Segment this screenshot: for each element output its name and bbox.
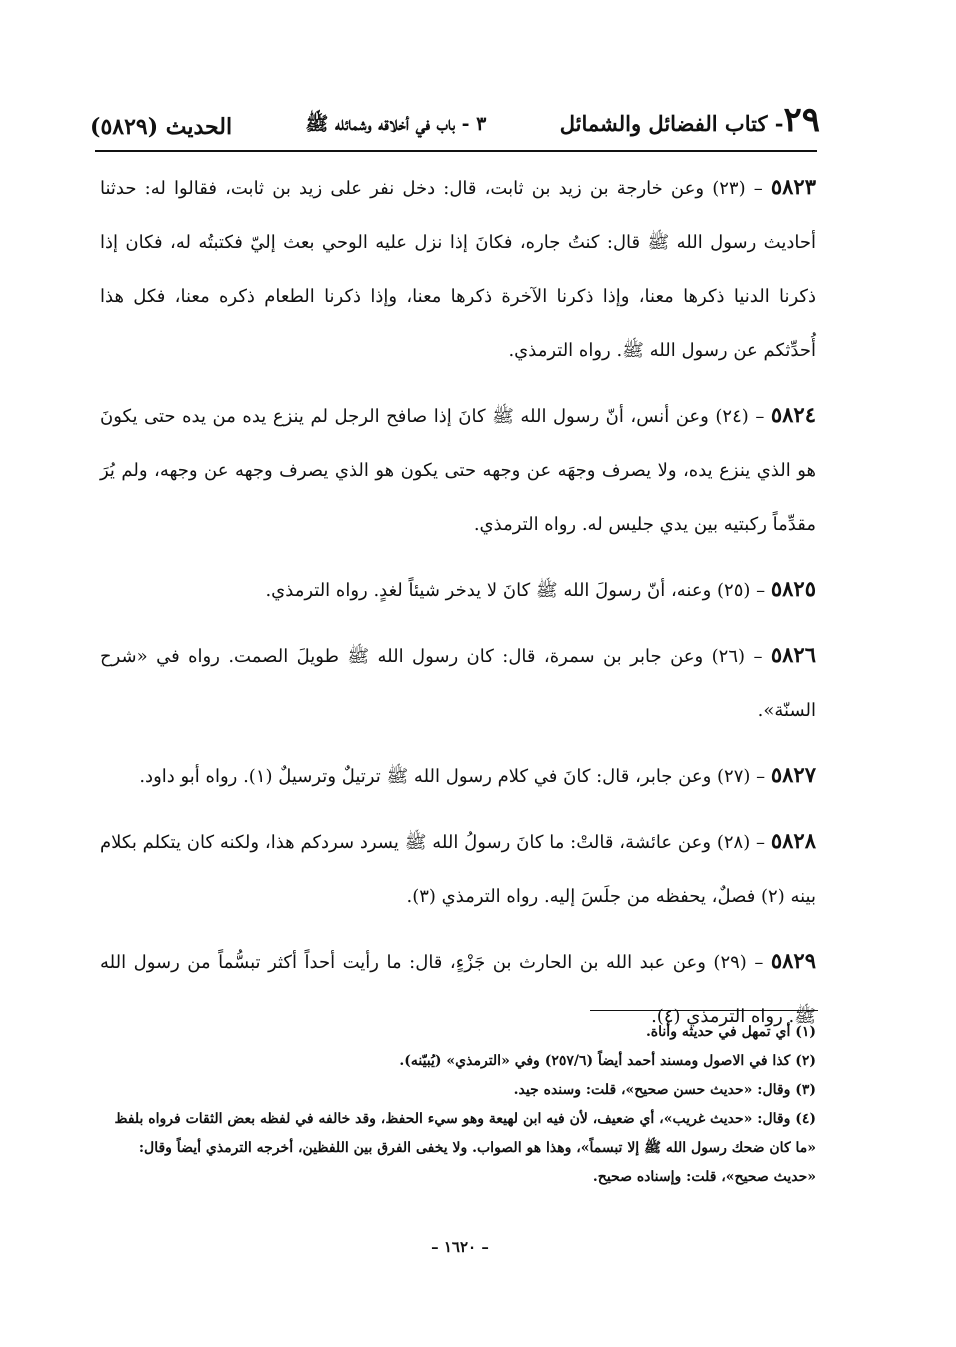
hadith-number: ٥٨٢٧ — [770, 762, 816, 787]
hadith-text: – (٢٧) وعن جابر، قال: كانَ في كلام رسول الله ﷺ ترتيلٌ وترسيلٌ (١). رواه أبو داود. — [139, 766, 766, 787]
page-number: – ١٦٢٠ – — [431, 1238, 489, 1256]
hadith-reference: الحديث (٥٨٢٩) — [90, 114, 233, 140]
hadith-number: ٥٨٢٣ — [770, 174, 816, 199]
footnote: (١) أي تمهل في حديثه وأناة. — [645, 1024, 816, 1040]
hadith-text: – (٢٤) وعن أنس، أنّ رسول الله ﷺ كانَ إذا صافح الرجل لم ينزع يده من يده حتى يكونَ هو الذي ينزع يده، ولا يصرف وجهَه عن وجهه حتى يكون هو الذي يصرف وجهه عن وجهه، ولم يُرَ مقدِّماً ركبتيه بين يدي جليس له. رواه الترمذي. — [100, 406, 816, 535]
hadith-text: – (٢٣) وعن خارجة بن زيد بن ثابت، قال: دخل نفر على زيد بن ثابت، فقالوا له: حدثنا أحاديث رسول الله ﷺ قال: كنتُ جاره، فكانَ إذا نزل عليه الوحي بعث إليّ فكتبتُه له، فكان إذا ذكرنا الدنيا ذكرها معنا، وإذا ذكرنا الآخرة ذكرها معنا، وإذا ذكرنا الطعام ذكره معنا، فكل هذا أُحدِّثكم عن رسول الله ﷺ. رواه الترمذي. — [100, 178, 816, 361]
header-divider — [95, 150, 817, 152]
hadith-number: ٥٨٢٤ — [770, 402, 816, 427]
footnote: (٣) وقال: «حديث حسن صحيح»، قلت: وسنده جيد. — [513, 1082, 816, 1098]
hadith-list — [100, 160, 816, 1054]
footnote-divider — [590, 1010, 818, 1011]
chapter-heading — [560, 100, 820, 140]
chapter-number: ٢٩ — [783, 100, 820, 140]
chapter-title: - كتاب الفضائل والشمائل — [559, 111, 784, 136]
hadith-paragraph — [100, 628, 816, 738]
hadith-number: ٥٨٢٦ — [770, 642, 816, 667]
hadith-text: – (٢٥) وعنه، أنّ رسولَ الله ﷺ كانَ لا يدخر شيئاً لغدٍ. رواه الترمذي. — [265, 580, 766, 601]
hadith-number: ٥٨٢٩ — [770, 948, 816, 973]
running-header — [90, 88, 820, 140]
hadith-paragraph — [100, 814, 816, 924]
hadith-text: – (٢٩) وعن عبد الله بن الحارث بن جَزْءٍ، قال: ما رأيت أحداً أكثر تبسُّماً من رسول الله ﷺ. رواه الترمذي (٤). — [100, 952, 816, 1027]
hadith-text: – (٢٨) وعن عائشة، قالتْ: ما كانَ رسولُ الله ﷺ يسرد سردكم هذا، ولكنه كان يتكلم بكلام بينه (٢) فصلٌ، يحفظه من جلَسَ إليه. رواه الترمذي (٣). — [100, 832, 816, 907]
hadith-number: ٥٨٢٨ — [770, 828, 816, 853]
footnote: (٤) وقال: «حديث غريب»، أي ضعيف، لأن فيه ابن لهيعة وهو سيء الحفظ، وقد خالفه في لفظه بعض الثقات فرواه بلفظ «ما كان ضحك رسول الله ﷺ إلا تبسماً»، وهذا هو الصواب. ولا يخفى الفرق بين اللفظين، أخرجه الترمذي أيضاً وقال: «حديث صحيح»، قلت: وإسناده صحيح. — [114, 1111, 816, 1185]
hadith-number: ٥٨٢٥ — [770, 576, 816, 601]
hadith-text: – (٢٦) وعن جابر بن سمرة، قال: كان رسول الله ﷺ طويلَ الصمت. رواه في «شرح السنّة». — [100, 646, 816, 721]
hadith-paragraph — [100, 388, 816, 552]
hadith-paragraph — [100, 562, 816, 618]
hadith-paragraph — [100, 748, 816, 804]
hadith-paragraph — [100, 160, 816, 378]
footnotes — [110, 1018, 816, 1192]
footnote: (٢) كذا في الاصول ومسند أحمد أيضاً (٢٥٧/٦) وفي «الترمذي» (يُبيّنه). — [399, 1053, 816, 1069]
section-title: ٣ - باب في أخلاقه وشمائله ﷺ — [305, 113, 487, 135]
